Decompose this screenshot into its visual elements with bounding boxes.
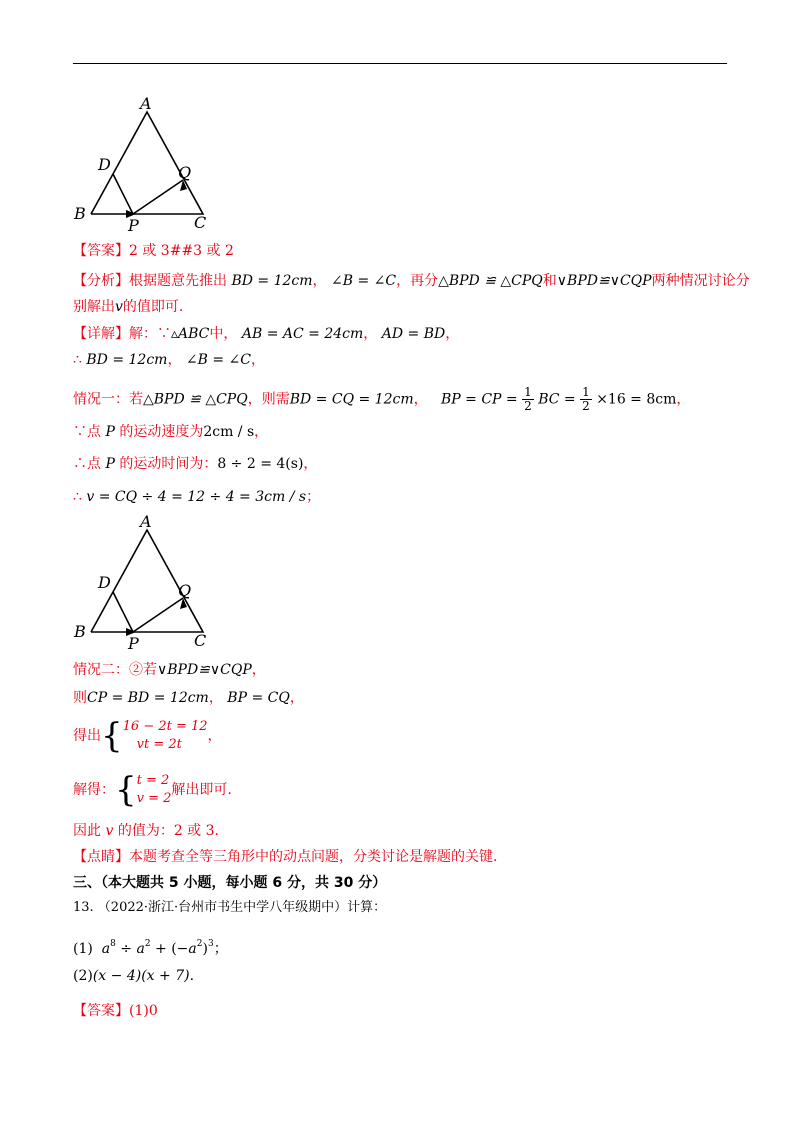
separator: ， [445,326,460,342]
separator: ， [254,424,269,440]
question-13 [73,899,386,917]
detail-text: 解：∵ [129,326,171,342]
math-v: v [115,299,123,315]
math-congruence-2: ∨BPD≌∨CQP [556,273,652,289]
fraction-half [580,386,592,413]
therefore: ∴ [73,489,87,505]
separator: . [189,968,195,984]
math-speed: 2cm / s [203,424,255,440]
analysis-text: 和 [542,273,557,289]
analysis-text: ，再分 [396,273,439,289]
analysis-text: 别解出 [73,299,115,315]
separator: ， [312,273,327,289]
triangle-figure-1 [70,92,220,232]
therefore: ∴ [73,352,87,368]
solve-text: 解出即可. [171,782,232,798]
then-text: 则 [73,690,87,706]
solution-system [137,772,172,808]
solve-line [73,770,232,810]
time-line [73,455,317,473]
left-brace: { [115,770,137,810]
separator: ， [207,728,222,744]
segment-PQ [133,598,183,632]
fraction-den: 2 [524,399,532,413]
operator: + (− [150,941,189,957]
math-triangle-abc: ▵ABC [171,326,210,342]
answer-tag: 【答案】 [73,243,129,259]
math-velocity: v = CQ ÷ 4 = 12 ÷ 4 = 3cm / s [86,489,307,505]
label-P: P [128,216,139,232]
separator: ， [167,352,182,368]
header-rule [73,63,727,64]
analysis-tag: 【分析】 [73,273,129,289]
math-congruence-2: ∨BPD≌∨CQP [157,662,252,678]
math-congruence-1: △BPD ≌ △CPQ [438,273,543,289]
part-label: (1) [73,941,93,957]
label-D: D [98,573,111,592]
math-a: a [188,941,197,957]
time-text: 的运动时间为： [114,456,218,472]
math-angles: ∠B = ∠C [330,273,397,289]
solution-1: t = 2 [136,773,170,788]
segment-PQ [133,180,183,214]
question-13-part-2 [73,967,194,985]
case2-text: 情况二：②若 [73,662,157,678]
therefore-text: ∴点 [73,456,106,472]
question-text: 13. （2022·浙江·台州市书生中学八年级期中）计算： [73,900,387,915]
math-cp-bd: CP = BD = 12cm [87,690,209,706]
fraction-num: 1 [524,385,532,399]
label-B: B [74,622,86,641]
triangle-figure-2 [70,512,220,652]
fraction-num: 1 [582,385,590,399]
case1-line [73,386,690,413]
separator: ， [250,352,265,368]
math-v: v [105,823,114,839]
exponent: 2 [196,939,203,949]
because-text: ∵点 [73,424,106,440]
label-A: A [140,512,152,531]
math-angles: ∠B = ∠C [185,352,251,368]
math-bd: BD = 12cm [86,352,168,368]
comment-tag: 【点睛】 [73,849,129,865]
label-Q: Q [178,163,192,182]
case1-text: 情况一：若 [73,391,143,408]
speed-line [73,423,268,441]
section-heading [73,874,386,892]
math-ab-ac: AB = AC = 24cm [241,326,364,342]
exponent: 8 [110,939,116,949]
math-bd: BD = 12cm [231,273,313,289]
math-p: P [105,456,115,472]
separator: ， [251,662,266,678]
separator: ， [289,690,304,706]
separator: ， [363,326,378,342]
answer-line-2 [73,1002,158,1020]
label-C: C [194,213,207,232]
comment-text: 本题考查全等三角形中的动点问题，分类讨论是解题的关键. [129,849,498,865]
segment-DP [113,592,133,632]
speed-text: 的运动速度为 [114,424,204,440]
analysis-line-1 [73,272,750,290]
solution-2: v = 2 [136,791,172,806]
math-time: 8 ÷ 2 = 4(s) [217,456,304,472]
detail-text: 中， [209,326,238,342]
analysis-text: 两种情况讨论分 [651,273,750,289]
obtain-line [73,716,222,756]
separator: ； [306,489,321,505]
then-line [73,689,304,707]
math-p: P [105,424,115,440]
analysis-text: 的值即可. [122,299,184,315]
label-P: P [128,634,139,652]
paren: ) [202,941,208,957]
conclusion-text: 的值为：2 或 3. [113,823,219,839]
comment-line [73,848,497,866]
conclusion-line [73,822,219,840]
analysis-text: 根据题意先推出 [129,273,227,289]
part-label: (2) [73,968,93,984]
math-bp-cq: BP = CQ [227,690,290,706]
section-text: 三、（本大题共 5 小题，每小题 6 分，共 30 分） [73,875,387,891]
label-Q: Q [178,581,192,600]
operator: ÷ [115,941,137,957]
exponent: 2 [144,939,151,949]
answer-line [73,242,234,260]
velocity-line [73,488,320,506]
label-D: D [98,155,111,174]
step-line [73,351,265,369]
equation-2: vt = 2t [136,737,182,752]
case2-line [73,661,266,679]
math-a: a [136,941,145,957]
fraction-half [522,386,534,413]
fraction-den: 2 [582,399,590,413]
separator: ， [208,690,223,706]
math-bd-cq: BD = CQ = 12cm [289,391,414,408]
analysis-line-2 [73,298,183,316]
case1-text: ，则需 [247,391,290,408]
math-ad-bd: AD = BD [381,326,446,342]
math-bp-cp: BP = CP = [440,391,518,408]
answer-text: 2 或 3##3 或 2 [129,243,234,259]
exponent: 3 [207,939,214,949]
separator: ， [676,391,691,408]
left-brace: { [101,716,123,756]
segment-DP [113,174,133,214]
separator: ， [303,456,318,472]
math-product: ×16 = 8cm [596,391,677,408]
detail-line [73,325,459,343]
math-a: a [101,941,111,957]
label-C: C [194,631,207,650]
math-bc: BC = [538,391,576,408]
question-13-part-1 [73,932,228,961]
separator: ； [213,941,228,957]
answer-text: (1)0 [129,1003,158,1019]
separator: ， [413,391,428,408]
answer-tag: 【答案】 [73,1003,129,1019]
solve-text: 解得： [73,782,115,798]
equation-1: 16 − 2t = 12 [122,719,208,734]
math-expression: (x − 4)(x + 7) [92,968,190,984]
obtain-text: 得出 [73,728,101,744]
detail-tag: 【详解】 [73,326,129,342]
conclusion-text: 因此 [73,823,106,839]
label-A: A [140,94,152,113]
equation-system [123,718,208,754]
math-congruence-1: △BPD ≌ △CPQ [143,391,248,408]
label-B: B [74,204,86,223]
